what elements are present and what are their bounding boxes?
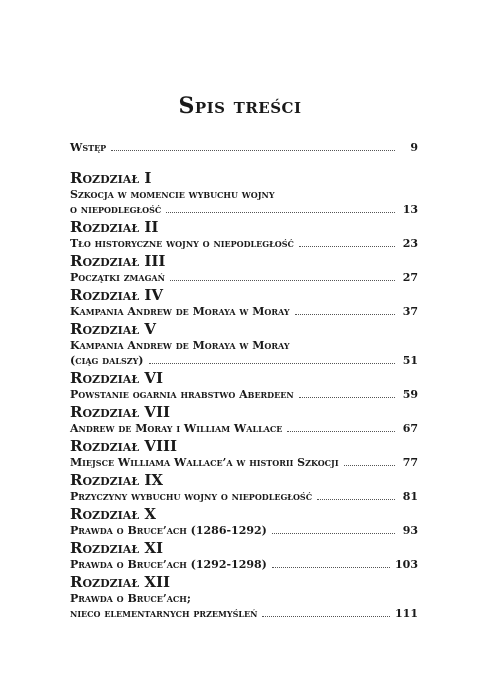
chapter-heading: Rozdział VII: [70, 403, 171, 421]
toc-entry-chapter[interactable]: [70, 573, 418, 621]
chapter-title-line: Prawda o Bruce’ach;: [70, 592, 191, 605]
chapter-title: Miejsce Williama Wallace’a w historii Szkocji: [70, 456, 339, 469]
toc-page-number: 9: [410, 141, 418, 154]
chapter-title: Tło historyczne wojny o niepodległość: [70, 237, 294, 250]
chapter-title: Kampania Andrew de Moraya w Moray: [70, 305, 290, 318]
toc-entry-chapter[interactable]: [70, 505, 418, 538]
toc-entry-chapter[interactable]: [70, 252, 418, 285]
toc-entry-intro[interactable]: [70, 140, 418, 155]
toc-page-number: 13: [402, 203, 418, 216]
dot-leader: [344, 465, 395, 466]
toc-page-number: 51: [402, 354, 418, 367]
toc-page-number: 81: [402, 490, 418, 503]
chapter-title: (ciąg dalszy): [70, 354, 144, 367]
chapter-heading: Rozdział VI: [70, 369, 164, 387]
chapter-title-line: Szkocja w momencie wybuchu wojny: [70, 188, 275, 201]
chapter-title: nieco elementarnych przemyśleń: [70, 607, 258, 620]
toc-page-number: 59: [402, 388, 418, 401]
chapter-heading: Rozdział II: [70, 218, 159, 236]
toc-page-number: 103: [395, 558, 418, 571]
toc-entry-chapter[interactable]: [70, 437, 418, 470]
chapter-title: Powstanie ogarnia hrabstwo Aberdeen: [70, 388, 294, 401]
toc-entry-chapter[interactable]: [70, 403, 418, 436]
chapter-heading: Rozdział V: [70, 320, 156, 338]
toc-page-number: 77: [402, 456, 418, 469]
chapter-title: Prawda o Bruce’ach (1286-1292): [70, 524, 267, 537]
dot-leader: [111, 150, 395, 151]
chapter-title: Prawda o Bruce’ach (1292-1298): [70, 558, 267, 571]
toc-entry-chapter[interactable]: [70, 218, 418, 251]
chapter-heading: Rozdział XI: [70, 539, 164, 557]
chapter-heading: Rozdział VIII: [70, 437, 178, 455]
dot-leader: [262, 616, 390, 617]
chapter-heading: Rozdział III: [70, 252, 166, 270]
toc-page-number: 37: [402, 305, 418, 318]
toc-entry-chapter[interactable]: [70, 286, 418, 319]
toc-page-number: 93: [402, 524, 418, 537]
dot-leader: [166, 212, 395, 213]
chapter-heading: Rozdział XII: [70, 573, 171, 591]
toc-entry-chapter[interactable]: [70, 471, 418, 504]
page-title: Spis treści: [178, 93, 302, 119]
dot-leader: [295, 314, 395, 315]
dot-leader: [287, 431, 395, 432]
chapter-title: o niepodległość: [70, 203, 162, 216]
dot-leader: [299, 246, 395, 247]
toc-entry-chapter[interactable]: [70, 169, 418, 217]
table-of-contents: [70, 140, 418, 622]
toc-page-number: 111: [395, 607, 418, 620]
toc-entry-chapter[interactable]: [70, 369, 418, 402]
dot-leader: [170, 280, 395, 281]
toc-page-number: 27: [402, 271, 418, 284]
dot-leader: [317, 499, 395, 500]
chapter-title: Przyczyny wybuchu wojny o niepodległość: [70, 490, 313, 503]
chapter-title: Andrew de Moray i William Wallace: [70, 422, 283, 435]
chapter-list: [70, 169, 418, 621]
chapter-heading: Rozdział IV: [70, 286, 164, 304]
chapter-heading: Rozdział X: [70, 505, 156, 523]
toc-page-number: 23: [402, 237, 418, 250]
chapter-title-line: Kampania Andrew de Moraya w Moray: [70, 339, 290, 352]
chapter-heading: Rozdział I: [70, 169, 152, 187]
dot-leader: [272, 567, 390, 568]
chapter-title: Początki zmagań: [70, 271, 165, 284]
toc-entry-chapter[interactable]: [70, 539, 418, 572]
toc-entry-label: Wstęp: [70, 141, 107, 154]
dot-leader: [299, 397, 395, 398]
dot-leader: [149, 363, 396, 364]
chapter-heading: Rozdział IX: [70, 471, 164, 489]
toc-entry-chapter[interactable]: [70, 320, 418, 368]
dot-leader: [272, 533, 395, 534]
toc-page-number: 67: [402, 422, 418, 435]
